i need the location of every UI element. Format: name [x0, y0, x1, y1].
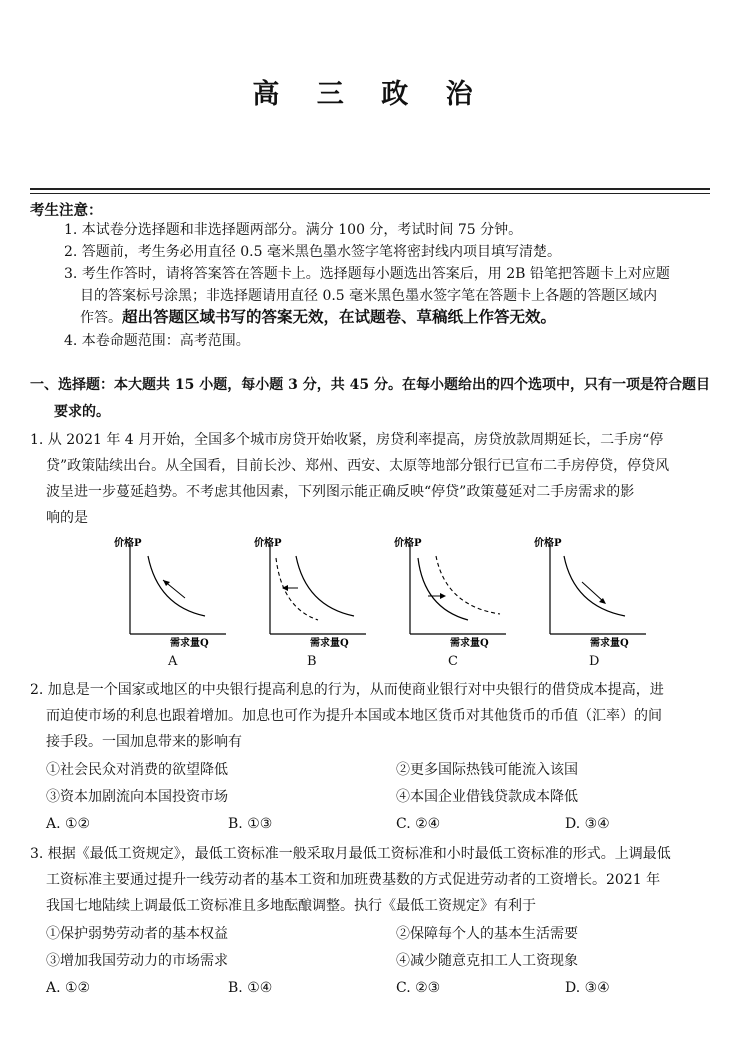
y-axis-label: 价格P [534, 538, 562, 549]
question-text: 响的是 [46, 510, 88, 526]
graph-d [530, 536, 650, 649]
choice-c: C. ②④ [396, 816, 441, 832]
question-text: 1. 从 2021 年 4 月开始，全国多个城市房贷开始收紧，房贷利率提高，房贷放款周期延长，二手房“停 [30, 432, 664, 448]
graph-label: C [448, 654, 458, 669]
choice-c: C. ②③ [396, 980, 441, 996]
question-text: 接手段。一国加息带来的影响有 [46, 734, 242, 750]
divider [30, 193, 710, 194]
x-axis-label: 需求量Q [310, 638, 349, 649]
notice-emphasis: 超出答题区域书写的答案无效，在试题卷、草稿纸上作答无效。 [122, 308, 557, 326]
section-heading: 要求的。 [54, 404, 110, 420]
notice-item [80, 307, 556, 328]
notice-heading: 考生注意： [30, 202, 103, 219]
statement-item: ①保护弱势劳动者的基本权益 [46, 926, 228, 942]
statement-item: ④本国企业借钱贷款成本降低 [396, 789, 578, 805]
graph-label: D [589, 654, 600, 669]
question-text: 工资标准主要通过提升一线劳动者的基本工资和加班费基数的方式促进劳动者的工资增长。2021 年 [46, 872, 661, 888]
x-axis-label: 需求量Q [590, 638, 629, 649]
y-axis-label: 价格P [114, 538, 142, 549]
notice-item: 1. 本试卷分选择题和非选择题两部分。满分 100 分，考试时间 75 分钟。 [64, 222, 523, 238]
y-axis-label: 价格P [254, 538, 282, 549]
divider [30, 188, 710, 190]
page-title: 高 三 政 治 [252, 79, 487, 110]
question-text: 而迫使市场的利息也跟着增加。加息也可作为提升本国或本地区货币对其他货币的币值（汇率）的间 [46, 708, 662, 724]
graph-label: A [168, 654, 178, 669]
notice-item: 3. 考生作答时，请将答案答在答题卡上。选择题每小题选出答案后，用 2B 铅笔把答题卡上对应题 [64, 266, 670, 282]
graph-label: B [307, 654, 317, 669]
question-text: 3. 根据《最低工资规定》，最低工资标准一般采取月最低工资标准和小时最低工资标准的形式。上调最低 [30, 846, 671, 862]
notice-item: 4. 本卷命题范围：高考范围。 [64, 333, 250, 349]
graph-c [390, 536, 510, 649]
graph-a [110, 536, 230, 649]
question-text: 我国七地陆续上调最低工资标准且多地酝酿调整。执行《最低工资规定》有利于 [46, 898, 536, 914]
statement-item: ②更多国际热钱可能流入该国 [396, 762, 578, 778]
y-axis-label: 价格P [394, 538, 422, 549]
statement-item: ③资本加剧流向本国投资市场 [46, 789, 228, 805]
notice-text: 作答。 [80, 310, 122, 326]
choice-d: D. ③④ [565, 980, 610, 996]
choice-b: B. ①④ [228, 980, 273, 996]
statement-item: ①社会民众对消费的欲望降低 [46, 762, 228, 778]
question-text: 2. 加息是一个国家或地区的中央银行提高利息的行为，从而使商业银行对中央银行的借贷成本提高，进 [30, 682, 664, 698]
choice-a: A. ①② [46, 816, 91, 832]
statement-item: ②保障每个人的基本生活需要 [396, 926, 578, 942]
section-heading: 一、选择题：本大题共 15 小题，每小题 3 分，共 45 分。在每小题给出的四个选项中，只有一项是符合题目 [30, 377, 710, 393]
graph-b [250, 536, 370, 649]
choice-a: A. ①② [46, 980, 91, 996]
question-text: 贷”政策陆续出台。从全国看，目前长沙、郑州、西安、太原等地部分银行已宣布二手房停贷，停贷风 [46, 458, 670, 474]
x-axis-label: 需求量Q [170, 638, 209, 649]
choice-d: D. ③④ [565, 816, 610, 832]
notice-item: 目的答案标号涂黑；非选择题请用直径 0.5 毫米黑色墨水签字笔在答题卡上各题的答题区域内 [80, 288, 658, 304]
choice-b: B. ①③ [228, 816, 273, 832]
x-axis-label: 需求量Q [450, 638, 489, 649]
statement-item: ④减少随意克扣工人工资现象 [396, 953, 578, 969]
notice-item: 2. 答题前，考生务必用直径 0.5 毫米黑色墨水签字笔将密封线内项目填写清楚。 [64, 244, 561, 260]
statement-item: ③增加我国劳动力的市场需求 [46, 953, 228, 969]
question-text: 波呈进一步蔓延趋势。不考虑其他因素，下列图示能正确反映“停贷”政策蔓延对二手房需求的影 [46, 484, 635, 500]
